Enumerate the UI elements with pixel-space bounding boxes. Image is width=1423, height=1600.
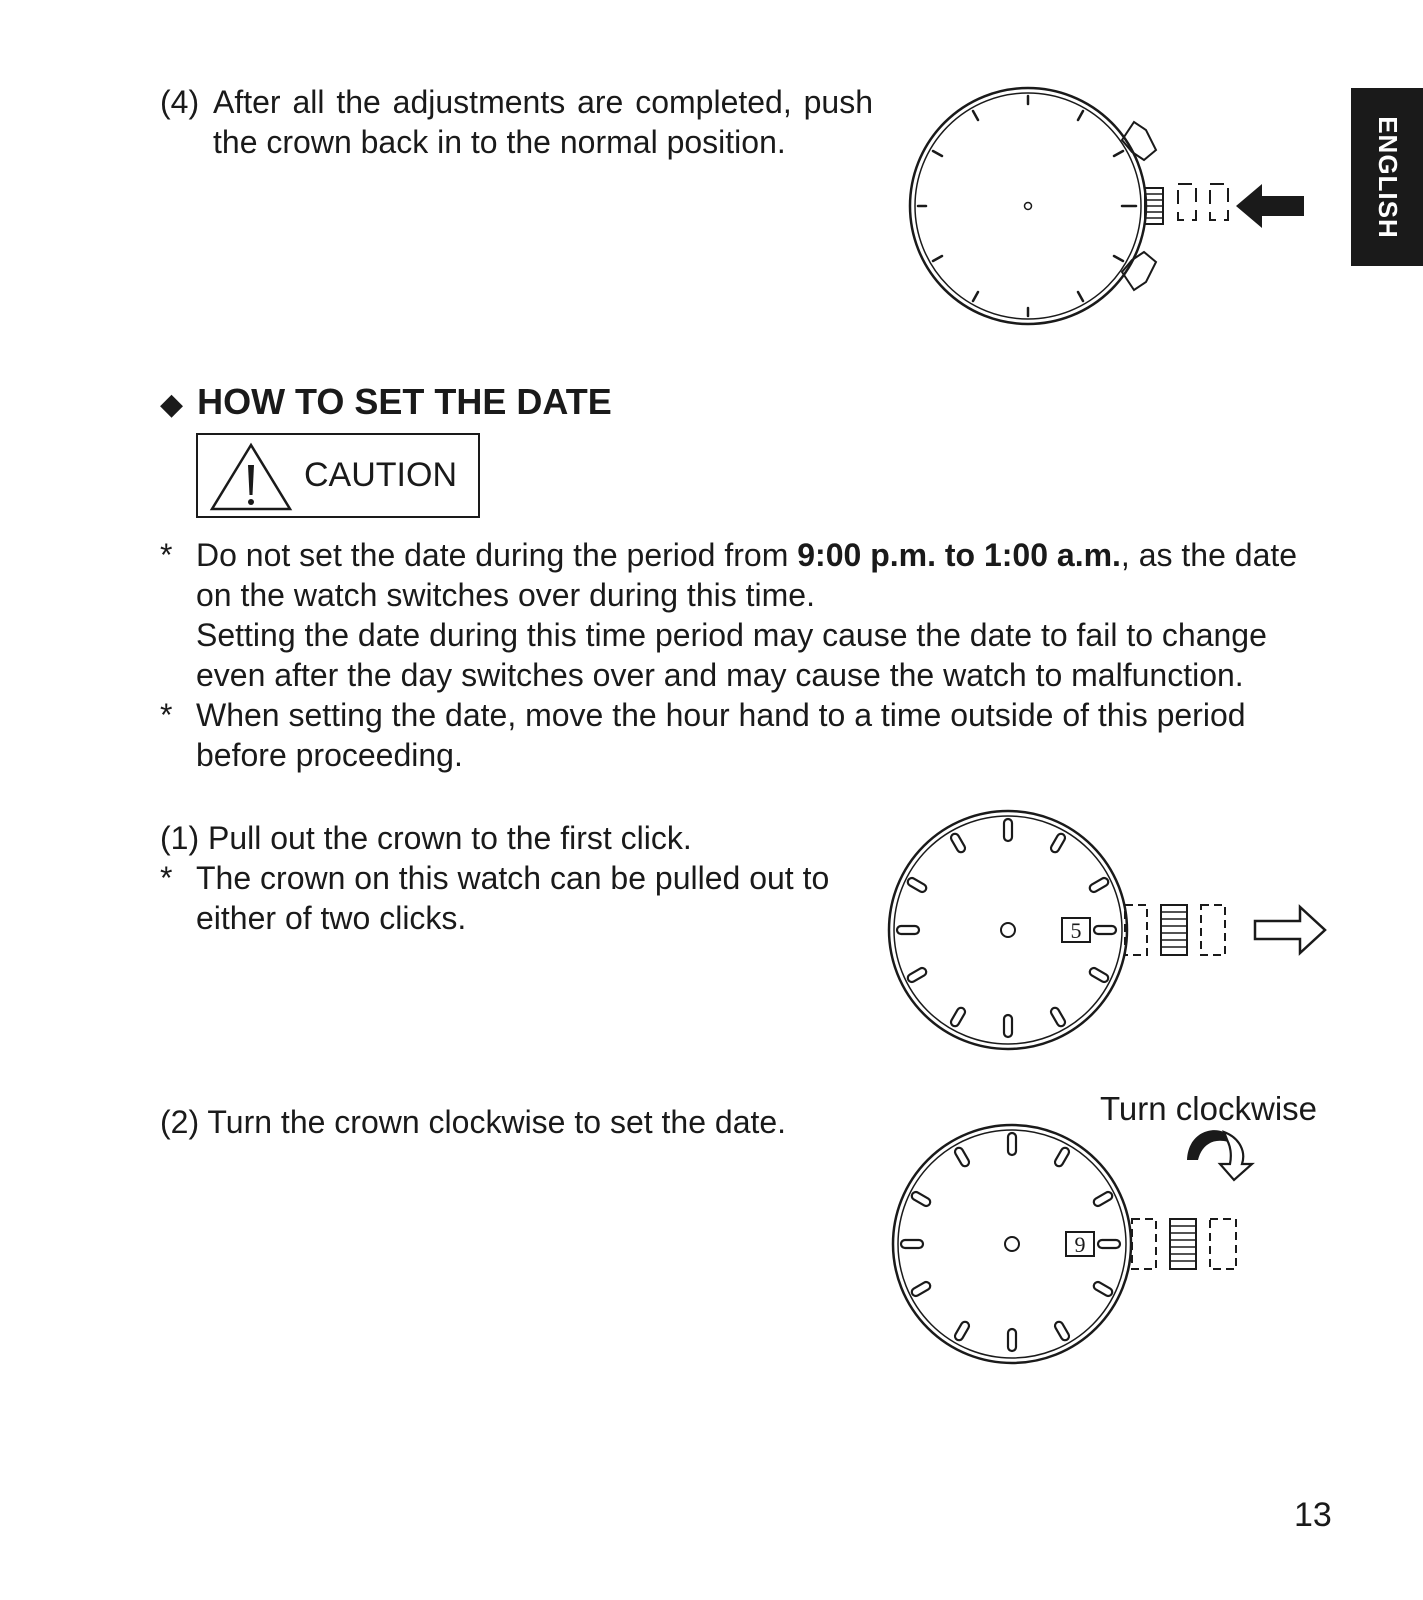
note-date-period	[196, 535, 1334, 615]
step4-number: (4)	[160, 84, 200, 120]
watch-case-outer	[893, 1125, 1131, 1363]
language-tab	[1351, 88, 1423, 266]
step4-text: After all the adjustments are completed, push the crown back in to the normal position.	[213, 84, 873, 160]
caution-label: CAUTION	[304, 456, 457, 494]
caution-box	[196, 433, 480, 518]
push-arrow-icon	[1236, 184, 1304, 228]
watch-case-outer	[889, 811, 1127, 1049]
watch-case-inner	[894, 816, 1122, 1044]
note-text: Do not set the date during the period from	[196, 537, 798, 573]
step1-note-marker: *	[160, 860, 173, 896]
note-hour-hand: When setting the date, move the hour hand to a time outside of this period before proceeding.	[196, 697, 1246, 773]
step1-instruction: Pull out the crown to the first click.	[208, 820, 692, 856]
date-digit: 9	[1074, 1232, 1086, 1257]
watch-case-inner	[915, 93, 1141, 319]
watch-case-inner	[898, 1130, 1126, 1358]
note-marker: *	[160, 697, 173, 733]
warning-triangle-icon	[208, 441, 294, 513]
dial-center	[1001, 923, 1015, 937]
note-date-period-detail: Setting the date during this time period may cause the date to fail to change even after the day switches over and may cause the watch to malfunction.	[196, 617, 1267, 693]
clockwise-arrow-icon	[1187, 1130, 1252, 1180]
diamond-bullet-icon: ◆	[160, 388, 184, 421]
step2-number: (2)	[160, 1104, 200, 1140]
dial-center	[1025, 203, 1032, 210]
step1-number: (1)	[160, 820, 200, 856]
dial-center	[1005, 1237, 1019, 1251]
page-number: 13	[1294, 1496, 1332, 1534]
step2-instruction: Turn the crown clockwise to set the date.	[207, 1104, 787, 1140]
section-title: HOW TO SET THE DATE	[197, 381, 612, 422]
note-time-range: 9:00 p.m. to 1:00 a.m.	[797, 537, 1121, 573]
step1-text	[160, 818, 692, 858]
pull-arrow-icon	[1255, 907, 1325, 953]
note-text-cont: , as the date on the watch switches over during this time.	[196, 537, 1298, 613]
note-marker: *	[160, 537, 173, 573]
step2-text	[160, 1102, 786, 1142]
date-digit: 5	[1070, 918, 1082, 943]
step1-note: The crown on this watch can be pulled out to either of two clicks.	[196, 860, 830, 936]
watch-case-outer	[910, 88, 1146, 324]
watch-crown-pull-out-diagram	[880, 805, 1340, 1055]
turn-clockwise-label: Turn clockwise	[1100, 1090, 1317, 1127]
section-heading	[160, 380, 612, 427]
language-tab-label: ENGLISH	[1372, 115, 1403, 239]
watch-crown-turn-diagram	[880, 1112, 1320, 1372]
watch-crown-push-in-diagram	[900, 80, 1340, 340]
